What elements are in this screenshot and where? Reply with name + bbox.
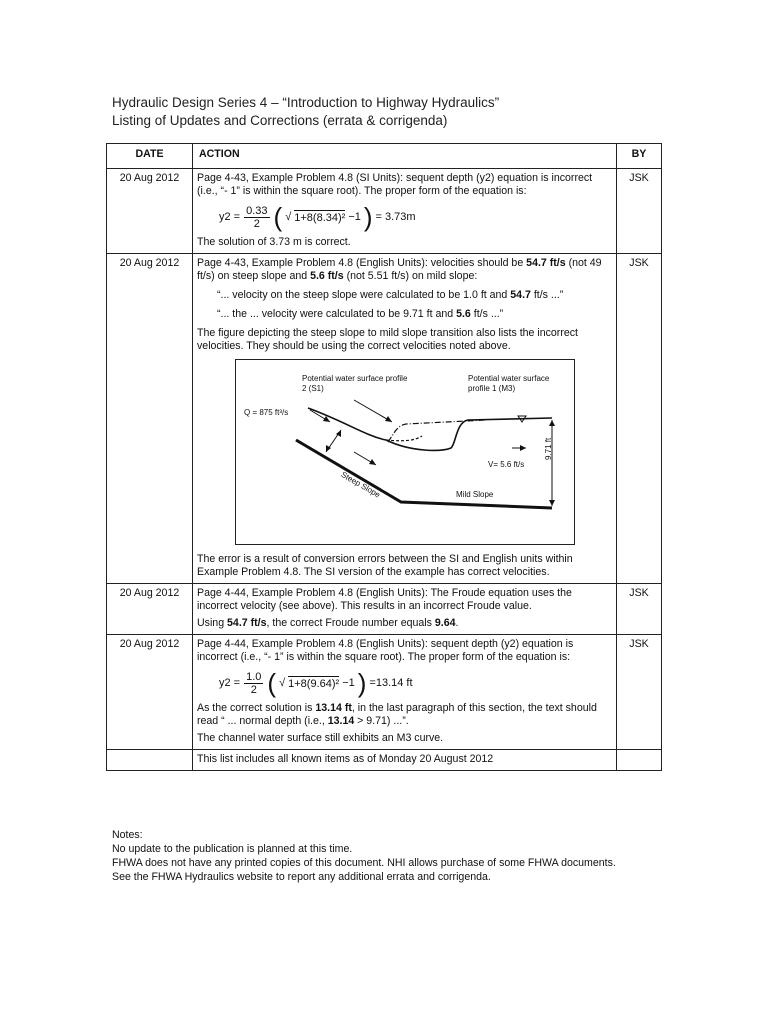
label-mild-slope: Mild Slope xyxy=(456,490,494,499)
row-action xyxy=(193,584,617,635)
document-subtitle: Listing of Updates and Corrections (errata & corrigenda) xyxy=(112,113,448,128)
fraction-denominator: 2 xyxy=(250,683,257,696)
action-text: Using 54.7 ft/s, the correct Froude number equals 9.64. xyxy=(197,617,459,629)
table-row xyxy=(107,750,662,771)
minus-one: −1 xyxy=(342,676,355,689)
action-text: The error is a result of conversion errors between the SI and English units within Example Problem 4.8. The SI version of the example has correct velocities. xyxy=(197,553,573,578)
slope-transition-figure xyxy=(235,359,575,545)
row-by xyxy=(617,750,662,771)
equation-lhs: y2 = xyxy=(219,676,241,689)
sqrt-sign: √ xyxy=(279,676,286,689)
action-text: Page 4-43, Example Problem 4.8 (English Units): velocities should be 54.7 ft/s (not 49 ft/s) on steep slope and 5.6 ft/s (not 5.51 ft/s) on mild slope: xyxy=(197,257,602,282)
table-row xyxy=(107,254,662,584)
paren-close: ) xyxy=(363,202,373,232)
equation-lhs: y2 = xyxy=(219,210,241,223)
action-text: As the correct solution is 13.14 ft, in the last paragraph of this section, the text should read “ ... normal depth (i.e., 13.14 > 9.71) ...”. xyxy=(197,702,597,727)
action-text: The solution of 3.73 m is correct. xyxy=(197,236,351,248)
fraction-denominator: 2 xyxy=(253,217,260,230)
quote-mild: “... the ... velocity were calculated to be 9.71 ft and 5.6 ft/s ...” xyxy=(217,308,504,320)
table-row xyxy=(107,169,662,254)
notes-heading: Notes: xyxy=(112,829,143,841)
sqrt-sign: √ xyxy=(285,210,292,223)
row-action xyxy=(193,254,617,584)
equation xyxy=(219,204,612,230)
label-profile-s1: Potential water surface profile 2 (S1) xyxy=(302,374,408,393)
errata-table xyxy=(106,143,662,771)
table-row xyxy=(107,635,662,750)
fraction-numerator: 0.33 xyxy=(246,204,268,217)
equation xyxy=(219,670,612,696)
row-action xyxy=(193,750,617,771)
paren-close: ) xyxy=(357,668,367,698)
label-velocity: V= 5.6 ft/s xyxy=(488,460,525,469)
notes-section xyxy=(112,828,616,884)
column-header-by: BY xyxy=(617,144,662,169)
table-header-row xyxy=(107,144,662,169)
minus-one: −1 xyxy=(348,210,361,223)
action-text: The figure depicting the steep slope to mild slope transition also lists the incorrect velocities. They should be using the correct velocities noted above. xyxy=(197,327,578,352)
paren-open: ( xyxy=(267,668,277,698)
column-header-date: DATE xyxy=(107,144,193,169)
document-title: Hydraulic Design Series 4 – “Introduction to Highway Hydraulics” xyxy=(112,95,500,110)
row-action xyxy=(193,169,617,254)
quote-steep: “... velocity on the steep slope were calculated to be 1.0 ft and 54.7 ft/s ...” xyxy=(217,289,564,301)
label-profile-m3: Potential water surface profile 1 (M3) xyxy=(468,374,550,393)
row-date: 20 Aug 2012 xyxy=(107,254,193,584)
column-header-action: ACTION xyxy=(193,144,617,169)
equation-fraction xyxy=(244,205,269,230)
notes-line: No update to the publication is planned at this time. xyxy=(112,843,353,855)
row-date xyxy=(107,750,193,771)
label-steep-slope: Steep Slope xyxy=(339,470,382,500)
action-text: This list includes all known items as of Monday 20 August 2012 xyxy=(197,753,494,765)
equation-result: = 3.73m xyxy=(375,210,416,223)
action-text: Page 4-44, Example Problem 4.8 (English Units): sequent depth (y2) equation is incorrect (i.e., “- 1” is within the square root). The proper form of the equation is: xyxy=(197,638,574,663)
action-text: Page 4-44, Example Problem 4.8 (English Units): The Froude equation uses the incorrect velocity (see above). This results in an incorrect Froude value. xyxy=(197,587,572,612)
equation-result: =13.14 ft xyxy=(369,676,413,689)
label-flow-rate: Q = 875 ft³/s xyxy=(244,408,289,417)
row-date: 20 Aug 2012 xyxy=(107,169,193,254)
row-by: JSK xyxy=(617,254,662,584)
fraction-numerator: 1.0 xyxy=(246,670,262,683)
row-date: 20 Aug 2012 xyxy=(107,635,193,750)
action-text: The channel water surface still exhibits an M3 curve. xyxy=(197,732,444,744)
sqrt-content: 1+8(9.64)² xyxy=(288,677,340,690)
row-by: JSK xyxy=(617,169,662,254)
label-depth: 9.71 ft xyxy=(544,437,553,460)
paren-open: ( xyxy=(273,202,283,232)
action-text: Page 4-43, Example Problem 4.8 (SI Units): sequent depth (y2) equation is incorrect (i.e., “- 1” is within the square root). The proper form of the equation is: xyxy=(197,172,593,197)
sqrt-content: 1+8(8.34)² xyxy=(294,211,346,224)
row-by: JSK xyxy=(617,584,662,635)
notes-line: See the FHWA Hydraulics website to report any additional errata and corrigenda. xyxy=(112,871,491,883)
notes-line: FHWA does not have any printed copies of this document. NHI allows purchase of some FHWA documents. xyxy=(112,857,616,869)
table-row xyxy=(107,584,662,635)
row-action xyxy=(193,635,617,750)
row-by: JSK xyxy=(617,635,662,750)
equation-fraction xyxy=(244,671,263,696)
row-date: 20 Aug 2012 xyxy=(107,584,193,635)
